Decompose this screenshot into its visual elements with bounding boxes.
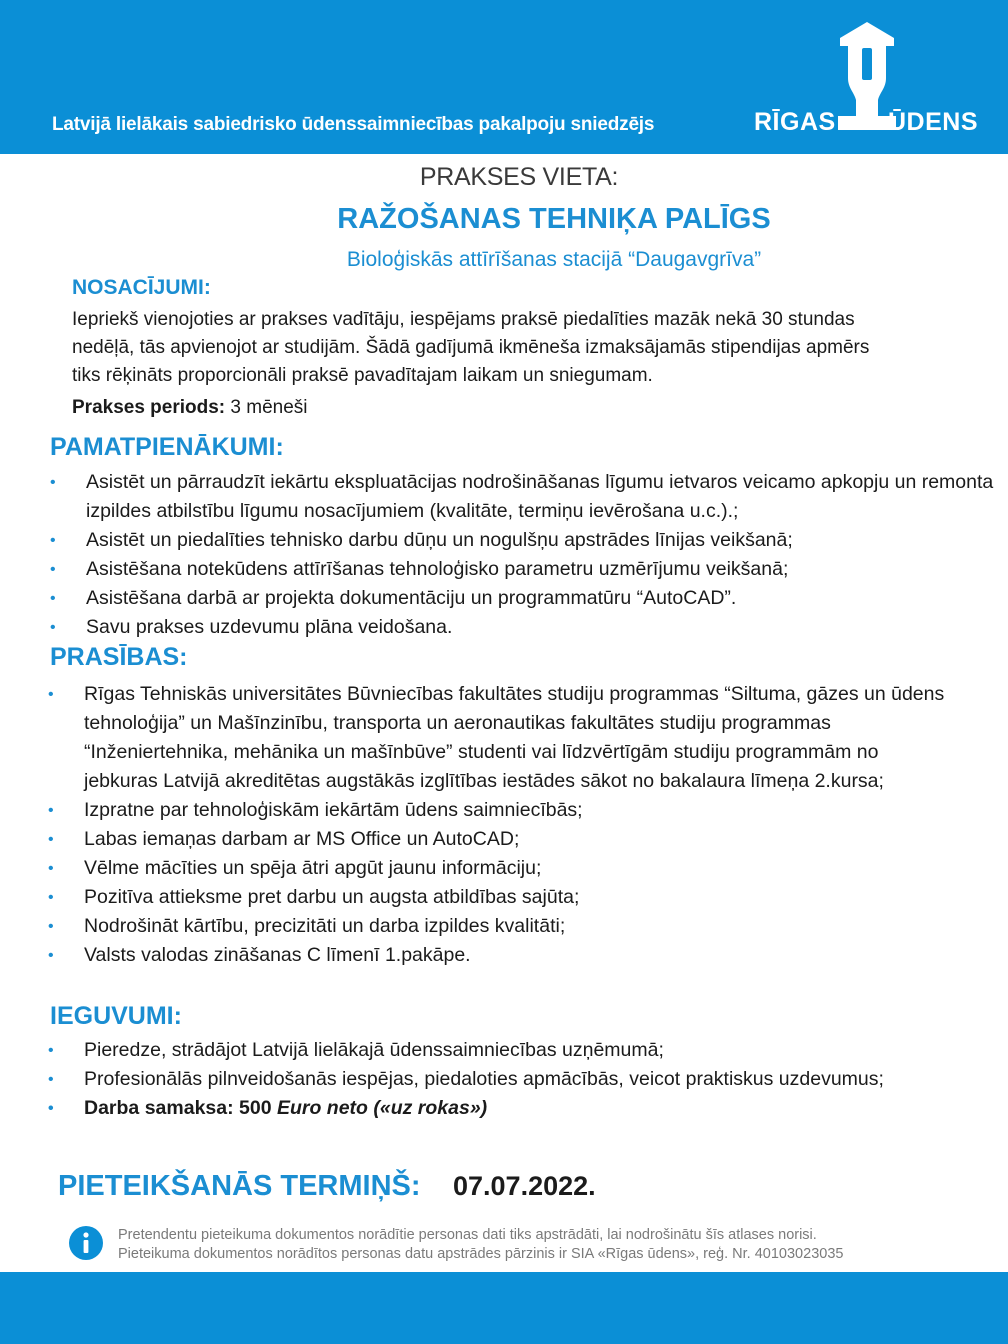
list-item: • Asistēšana notekūdens attīrīšanas tehnoloģisko parametru uzmērījumu veikšanā; bbox=[50, 555, 1000, 584]
privacy-note bbox=[118, 1226, 988, 1264]
logo-text-rigas: RĪGAS bbox=[754, 108, 836, 136]
list-item: • Pozitīva attieksme pret darbu un augsta atbildības sajūta; bbox=[48, 883, 948, 912]
list-item: • Rīgas Tehniskās universitātes Būvniecības fakultātes studiju programmas “Siltuma, gāzes un ūdens tehnoloģija” un Mašīnzinību, transporta un aeronautikas fakultātes studiju programmas “Inženiertehnika, mehānika un mašīnbūve” studenti vai līdzvērtīgām studiju programmām no jebkuras Latvijā akreditētas augstākās izglītības iestādes sākot no bakalaura līmeņa 2.kursa; bbox=[48, 680, 948, 796]
bullet-icon: • bbox=[48, 686, 54, 703]
privacy-line: Pieteikuma dokumentos norādītos personas datu apstrādes pārzinis ir SIA «Rīgas ūdens», reģ. Nr. 40103023035 bbox=[118, 1246, 844, 1262]
privacy-line: Pretendentu pieteikuma dokumentos norādītie personas dati tiks apstrādāti, lai nodrošinātu šīs atlases norisi. bbox=[118, 1227, 817, 1243]
bullet-icon: • bbox=[48, 860, 54, 877]
period-value: 3 mēneši bbox=[225, 397, 308, 418]
bullet-icon: • bbox=[48, 1071, 54, 1088]
bullet-icon: • bbox=[50, 532, 56, 549]
requirements-heading: PRASĪBAS: bbox=[50, 643, 188, 671]
deadline-date: 07.07.2022. bbox=[453, 1171, 596, 1201]
bullet-icon: • bbox=[50, 561, 56, 578]
info-icon bbox=[68, 1225, 104, 1261]
bullet-icon: • bbox=[48, 918, 54, 935]
list-item: • Savu prakses uzdevumu plāna veidošana. bbox=[50, 613, 1000, 642]
benefits-list bbox=[48, 1036, 928, 1123]
list-item: • Valsts valodas zināšanas C līmenī 1.pakāpe. bbox=[48, 941, 948, 970]
salary-item bbox=[48, 1094, 928, 1123]
conditions-line: nedēļā, tās apvienojot ar studijām. Šādā gadījumā ikmēneša izmaksājamās stipendijas apmērs bbox=[72, 337, 870, 358]
bullet-icon: • bbox=[50, 590, 56, 607]
tagline: Latvijā lielākais sabiedrisko ūdenssaimniecības pakalpoju sniedzējs bbox=[52, 114, 655, 135]
header-banner bbox=[0, 0, 1008, 154]
rigas-udens-logo bbox=[752, 18, 982, 140]
bullet-icon: • bbox=[48, 831, 54, 848]
duties-heading: PAMATPIENĀKUMI: bbox=[50, 433, 284, 461]
bullet-icon: • bbox=[48, 889, 54, 906]
position-title: RAŽOŠANAS TEHNIĶA PALĪGS bbox=[337, 203, 771, 235]
bullet-icon: • bbox=[48, 802, 54, 819]
list-item: • Vēlme mācīties un spēja ātri apgūt jaunu informāciju; bbox=[48, 854, 948, 883]
bullet-icon: • bbox=[48, 947, 54, 964]
bullet-icon: • bbox=[48, 1042, 54, 1059]
list-item: • Asistēt un piedalīties tehnisko darbu dūņu un nogulšņu apstrādes līnijas veikšanā; bbox=[50, 526, 1000, 555]
duties-list bbox=[50, 468, 1000, 642]
bullet-icon: • bbox=[48, 1100, 54, 1117]
list-item: • Asistēšana darbā ar projekta dokumentāciju un programmatūru “AutoCAD”. bbox=[50, 584, 1000, 613]
deadline-label: PIETEIKŠANĀS TERMIŅŠ: bbox=[58, 1170, 421, 1202]
benefits-heading: IEGUVUMI: bbox=[50, 1002, 182, 1030]
list-item: • Profesionālās pilnveidošanās iespējas, piedaloties apmācībās, veicot praktiskus uzdevumus; bbox=[48, 1065, 928, 1094]
period-label: Prakses periods: bbox=[72, 397, 226, 418]
list-item: • Labas iemaņas darbam ar MS Office un AutoCAD; bbox=[48, 825, 948, 854]
salary-label: Darba samaksa: 500 bbox=[84, 1097, 277, 1119]
conditions-line: Iepriekš vienojoties ar prakses vadītāju, iespējams praksē piedalīties mazāk nekā 30 stundas bbox=[72, 309, 855, 330]
footer-banner bbox=[0, 1272, 1008, 1344]
position-location: Bioloģiskās attīrīšanas stacijā “Daugavgrīva” bbox=[346, 248, 762, 271]
position-kicker: PRAKSES VIETA: bbox=[419, 163, 619, 191]
conditions-heading: NOSACĪJUMI: bbox=[72, 276, 211, 299]
internship-period bbox=[72, 397, 308, 419]
list-item: • Pieredze, strādājot Latvijā lielākajā ūdenssaimniecības uzņēmumā; bbox=[48, 1036, 928, 1065]
bullet-icon: • bbox=[50, 619, 56, 636]
list-item: • Izpratne par tehnoloģiskām iekārtām ūdens saimniecībās; bbox=[48, 796, 948, 825]
logo-text-udens: ŪDENS bbox=[888, 108, 979, 136]
list-item: • Nodrošināt kārtību, precizitāti un darba izpildes kvalitāti; bbox=[48, 912, 948, 941]
bullet-icon: • bbox=[50, 474, 56, 491]
requirements-list bbox=[48, 680, 948, 970]
list-item: • Asistēt un pārraudzīt iekārtu ekspluatācijas nodrošināšanas līgumu ietvaros veicamo apkopju un remonta izpildes atbilstību līgumu nosacījumiem (kvalitāte, termiņu ievērošana u.c.).; bbox=[50, 468, 1000, 526]
conditions-text bbox=[72, 306, 952, 390]
conditions-line: tiks rēķināts proporcionāli praksē pavadītajam laikam un sniegumam. bbox=[72, 365, 653, 386]
salary-detail: Euro neto («uz rokas») bbox=[276, 1097, 488, 1119]
